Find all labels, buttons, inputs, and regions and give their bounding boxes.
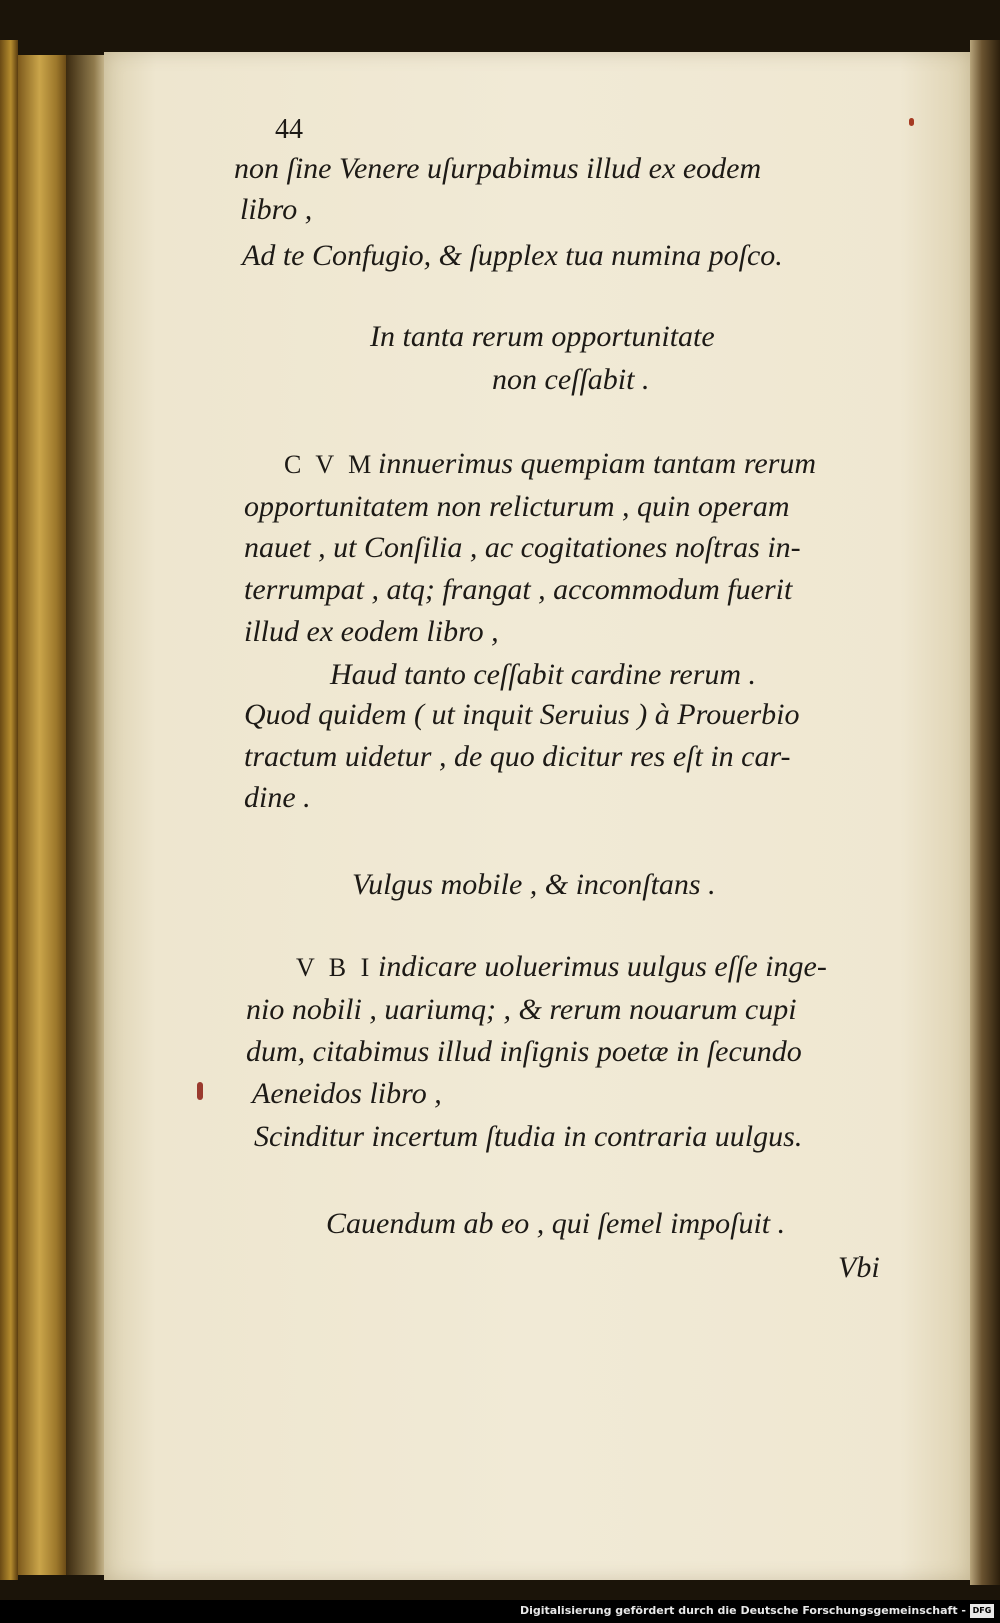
page-number: 44: [275, 114, 303, 145]
text-line-14: dine .: [244, 781, 311, 814]
verse-quote-3: Scinditur incertum ſtudia in contraria uulgus.: [254, 1120, 803, 1153]
dfg-logo-icon: DFG: [970, 1604, 994, 1618]
verse-quote-1: Ad te Confugio, & ſupplex tua numina poſco.: [242, 239, 783, 272]
text-line-16: indicare uoluerimus uulgus eſſe inge-: [378, 950, 827, 983]
text-line-10: illud ex eodem libro ,: [244, 615, 499, 648]
footer-bar: [0, 1600, 1000, 1623]
text-line-18: dum, citabimus illud inſignis poetæ in ſecundo: [246, 1035, 802, 1068]
section-heading-2: Vulgus mobile , & inconſtans .: [352, 868, 716, 901]
section-heading-3: Cauendum ab eo , qui ſemel impoſuit .: [326, 1207, 786, 1240]
text-line-17: nio nobili , uariumq; , & rerum nouarum cupi: [246, 993, 797, 1026]
text-line-2: libro ,: [240, 193, 313, 226]
book-cover-edge: [0, 40, 18, 1580]
section-heading-1-line-1: In tanta rerum opportunitate: [370, 320, 715, 353]
text-line-1: non ſine Venere uſurpabimus illud ex eodem: [234, 152, 762, 185]
book-right-edge: [970, 40, 1000, 1585]
text-line-19: Aeneidos libro ,: [252, 1077, 442, 1110]
text-line-12: Quod quidem ( ut inquit Seruius ) à Prouerbio: [244, 698, 800, 731]
ink-spot: [909, 118, 914, 126]
text-line-9: terrumpat , atq; frangat , accommodum fuerit: [244, 573, 793, 606]
section-heading-1-line-2: non ceſſabit .: [492, 363, 650, 396]
page-gutter-shadow: [66, 55, 106, 1575]
digitization-credit: Digitalisierung gefördert durch die Deutsche Forschungsgemeinschaft -: [519, 1604, 966, 1617]
text-line-8: nauet , ut Conſilia , ac cogitationes noſtras in-: [244, 531, 801, 564]
text-line-7: opportunitatem non relicturum , quin operam: [244, 490, 790, 523]
book-spine: [18, 55, 66, 1575]
verse-quote-2: Haud tanto ceſſabit cardine rerum .: [330, 658, 757, 691]
red-ink-mark: [197, 1082, 203, 1100]
book-page: [104, 52, 970, 1580]
initial-ubi: V B I: [296, 953, 374, 982]
initial-cum: C V M: [284, 450, 376, 479]
catchword: Vbi: [838, 1251, 880, 1284]
text-line-6: innuerimus quempiam tantam rerum: [378, 447, 817, 480]
text-line-13: tractum uidetur , de quo dicitur res eſt in car-: [244, 740, 791, 773]
